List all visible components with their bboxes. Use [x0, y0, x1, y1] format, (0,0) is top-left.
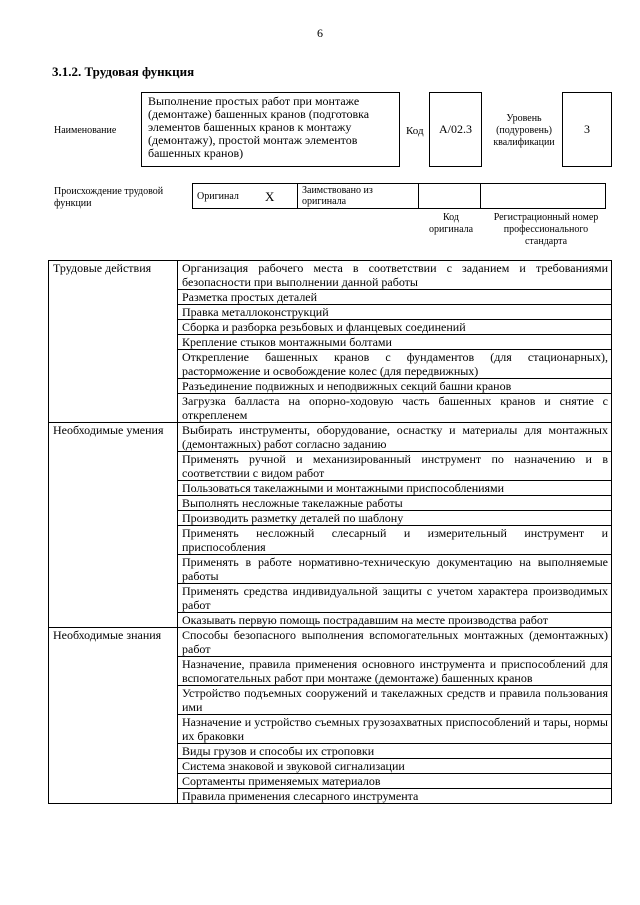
table-row [49, 261, 612, 290]
level-label: Уровень (подуровень) квалификации [493, 113, 555, 148]
section-item: Выбирать инструменты, оборудование, оснастку и материалы для монтажных (демонтажных) работ согласно заданию [178, 423, 612, 452]
borrowed-label: Заимствовано из оригинала [302, 185, 373, 207]
section-item: Сортаменты применяемых материалов [178, 774, 612, 789]
section-item: Разметка простых деталей [178, 290, 612, 305]
section-item: Правка металлоконструкций [178, 305, 612, 320]
caption-code: Код оригинала [428, 212, 474, 235]
caption-registration-number: Регистрационный номер профессионального стандарта [493, 212, 599, 247]
section-item: Применять средства индивидуальной защиты с учетом характера производимых работ [178, 584, 612, 613]
original-mark: X [265, 188, 275, 204]
section-item: Способы безопасного выполнения вспомогательных монтажных (демонтажных) работ [178, 628, 612, 657]
borrowed-label-cell [298, 184, 419, 209]
registration-number-cell [481, 184, 606, 209]
section-item: Открепление башенных кранов с фундаментов (для стационарных), расторможение и освобождение колес (для передвижных) [178, 350, 612, 379]
function-details-table [48, 260, 612, 804]
function-name-box: Выполнение простых работ при монтаже (демонтаже) башенных кранов (подготовка элементов башенных кранов к монтажу (демонтажу), простой монтаж элементов башенных кранов) [141, 92, 400, 167]
section-item: Сборка и разборка резьбовых и фланцевых соединений [178, 320, 612, 335]
origin-code-cell [419, 184, 481, 209]
section-item: Организация рабочего места в соответствии с заданием и требованиями безопасности при выполнении данной работы [178, 261, 612, 290]
original-label-cell [193, 184, 262, 209]
section-item: Применять в работе нормативно-техническую документацию на выполняемые работы [178, 555, 612, 584]
section-item: Выполнять несложные такелажные работы [178, 496, 612, 511]
section-label: Необходимые знания [49, 628, 178, 804]
origin-table [192, 183, 606, 209]
original-mark-cell [261, 184, 298, 209]
section-item: Оказывать первую помощь пострадавшим на месте производства работ [178, 613, 612, 628]
section-item: Правила применения слесарного инструмента [178, 789, 612, 804]
section-item: Производить разметку деталей по шаблону [178, 511, 612, 526]
section-label: Трудовые действия [49, 261, 178, 423]
table-row [49, 628, 612, 657]
section-item: Крепление стыков монтажными болтами [178, 335, 612, 350]
code-label: Код [406, 125, 424, 137]
section-item: Пользоваться такелажными и монтажными приспособлениями [178, 481, 612, 496]
section-item: Разъединение подвижных и неподвижных секций башни кранов [178, 379, 612, 394]
level-value: 3 [584, 122, 590, 136]
section-item: Система знаковой и звуковой сигнализации [178, 759, 612, 774]
section-item: Назначение и устройство съемных грузозахватных приспособлений и тары, нормы их браковки [178, 715, 612, 744]
section-item: Применять несложный слесарный и измерительный инструмент и приспособления [178, 526, 612, 555]
section-label: Необходимые умения [49, 423, 178, 628]
table-row [49, 423, 612, 452]
section-title: 3.1.2. Трудовая функция [52, 64, 195, 79]
code-value-box [429, 92, 482, 167]
level-value-box [562, 92, 612, 167]
page-number: 6 [317, 26, 323, 40]
section-item: Применять ручной и механизированный инструмент по назначению и в соответствии с видом работ [178, 452, 612, 481]
origin-label: Происхождение трудовой функции [54, 186, 164, 209]
section-item: Назначение, правила применения основного инструмента и приспособлений для вспомогательных работ при монтаже (демонтаже) башенных кранов [178, 657, 612, 686]
section-item: Загрузка балласта на опорно-ходовую часть башенных кранов и снятие с открепленем [178, 394, 612, 423]
name-label: Наименование [54, 125, 117, 136]
section-item: Виды грузов и способы их строповки [178, 744, 612, 759]
code-value: A/02.3 [439, 122, 472, 136]
section-item: Устройство подъемных сооружений и такелажных средств и правила пользования ими [178, 686, 612, 715]
original-label: Оригинал [197, 190, 239, 202]
